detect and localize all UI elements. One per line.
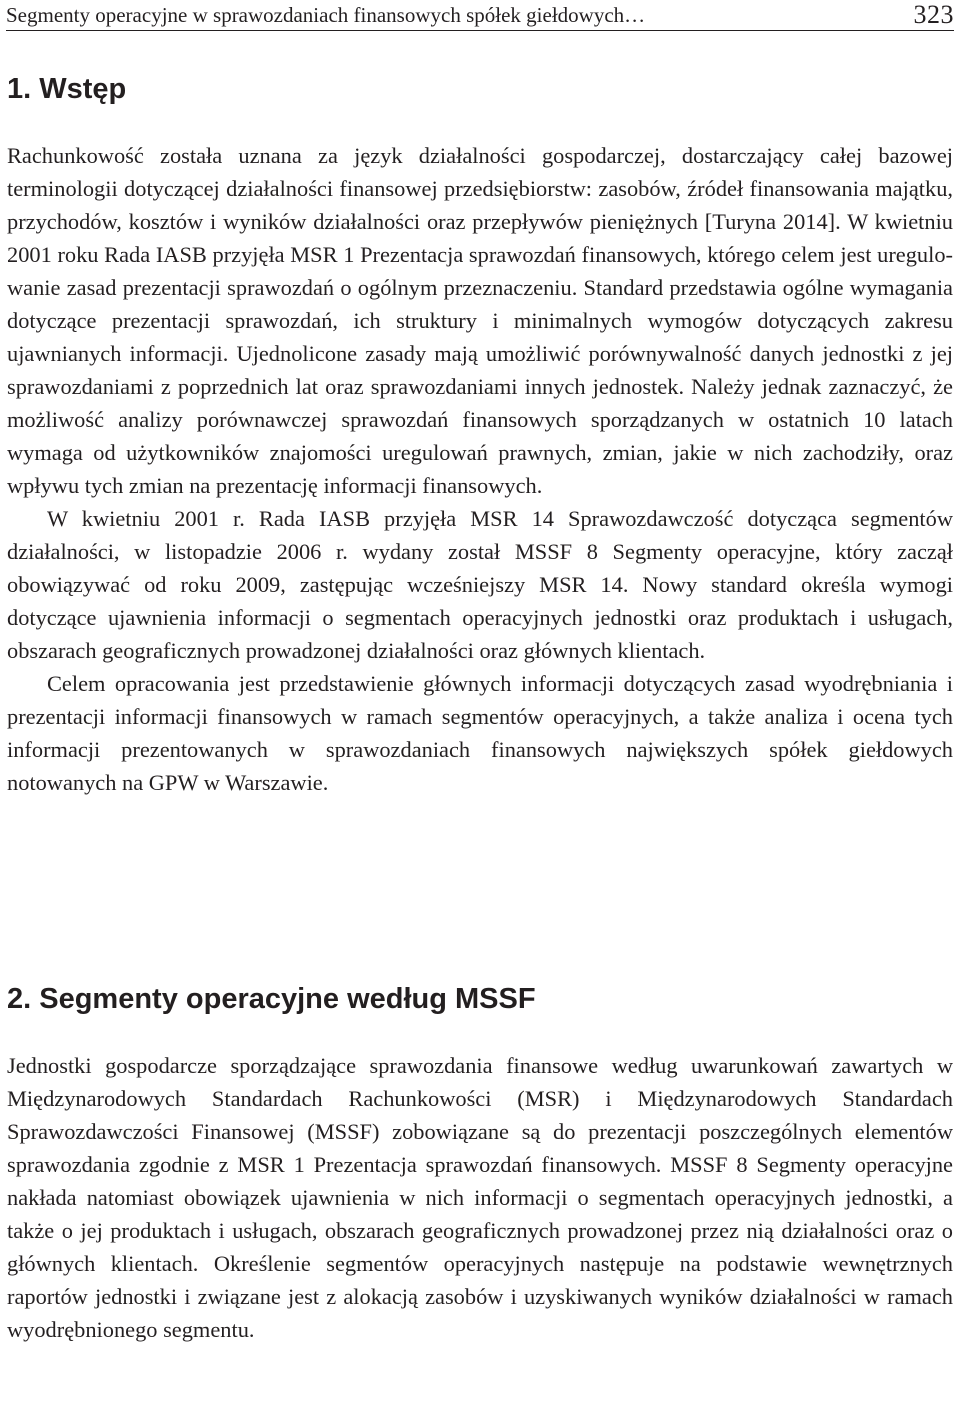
section-heading-introduction: 1. Wstęp: [7, 73, 127, 105]
section-body-introduction: [7, 139, 953, 799]
paragraph: Rachunkowość została uznana za język działalności gospodarczej, dostarczający całej bazowej terminologii dotyczącej działalności finansowej przedsiębiorstw: zasobów, źródeł finansowania majątku, przychodów, kosztów i wyników działalności oraz przepływów pieniężnych [Turyna 2014]. W kwietniu 2001 roku Rada IASB przyjęła MSR 1 Prezentacja sprawozdań finansowych, którego celem jest uregulowanie zasad prezentacji sprawozdań o ogólnym przeznaczeniu. Standard przedstawia ogólne wymagania dotyczące prezentacji sprawozdań, ich struktury i minimalnych wymogów dotyczących zakresu ujawnianych informacji. Ujednolicone zasady mają umożliwić porównywalność danych jednostki z jej sprawozdaniami z poprzednich lat oraz sprawozdaniami innych jednostek. Należy jednak zaznaczyć, że możliwość analizy porównawczej sprawozdań finansowych sporządzanych w ostatnich 10 latach wymaga od użytkowników znajomości uregulowań prawnych, zmian, jakie w nich zachodziły, oraz wpływu tych zmian na prezentację informacji finansowych.: [7, 143, 953, 498]
paragraph: Celem opracowania jest przedstawienie głównych informacji dotyczących zasad wyodrębniania i prezentacji informacji finansowych w ramach segmentów operacyjnych, a także analiza i ocena tych informacji prezentowanych w sprawozdaniach finansowych największych spółek giełdowych notowanych na GPW w Warszawie.: [7, 671, 953, 795]
paragraph: W kwietniu 2001 r. Rada IASB przyjęła MSR 14 Sprawozdawczość dotycząca segmentów działalności, w listopadzie 2006 r. wydany został MSSF 8 Segmenty operacyjne, który zaczął obowiązywać od roku 2009, zastępując wcześniejszy MSR 14. Nowy standard określa wymogi dotyczące ujawnienia informacji o segmentach operacyjnych jednostki oraz produktach i usługach, obszarach geograficznych prowadzonej działalności oraz głównych klientach.: [7, 506, 953, 663]
paragraph: Jednostki gospodarcze sporządzające sprawozdania finansowe według uwarunkowań zawartych w Międzynarodowych Standardach Rachunkowości (MSR) i Międzynarodowych Standardach Sprawozdawczości Finansowej (MSSF) zobowiązane są do prezentacji poszczególnych elementów sprawozdania zgodnie z MSR 1 Prezentacja sprawozdań finansowych. MSSF 8 Segmenty operacyjne nakłada natomiast obowiązek ujawnienia w nich informacji o segmentach operacyjnych jednostki, a także o jej produktach i usługach, obszarach geograficznych prowadzonej przez nią działalności oraz o głównych klientach. Określenie segmentów operacyjnych następuje na podstawie wewnętrznych raportów jednostki i związane jest z alokacją zasobów i uzyskiwanych wyników działalności w ramach wyodrębnionego segmentu.: [7, 1053, 953, 1342]
page-number: 323: [913, 0, 954, 29]
running-header: [6, 0, 954, 31]
running-title: Segmenty operacyjne w sprawozdaniach finansowych spółek giełdowych…: [6, 3, 646, 27]
section-heading-operating-segments: 2. Segmenty operacyjne według MSSF: [7, 983, 536, 1015]
section-body-operating-segments: [7, 1049, 953, 1346]
